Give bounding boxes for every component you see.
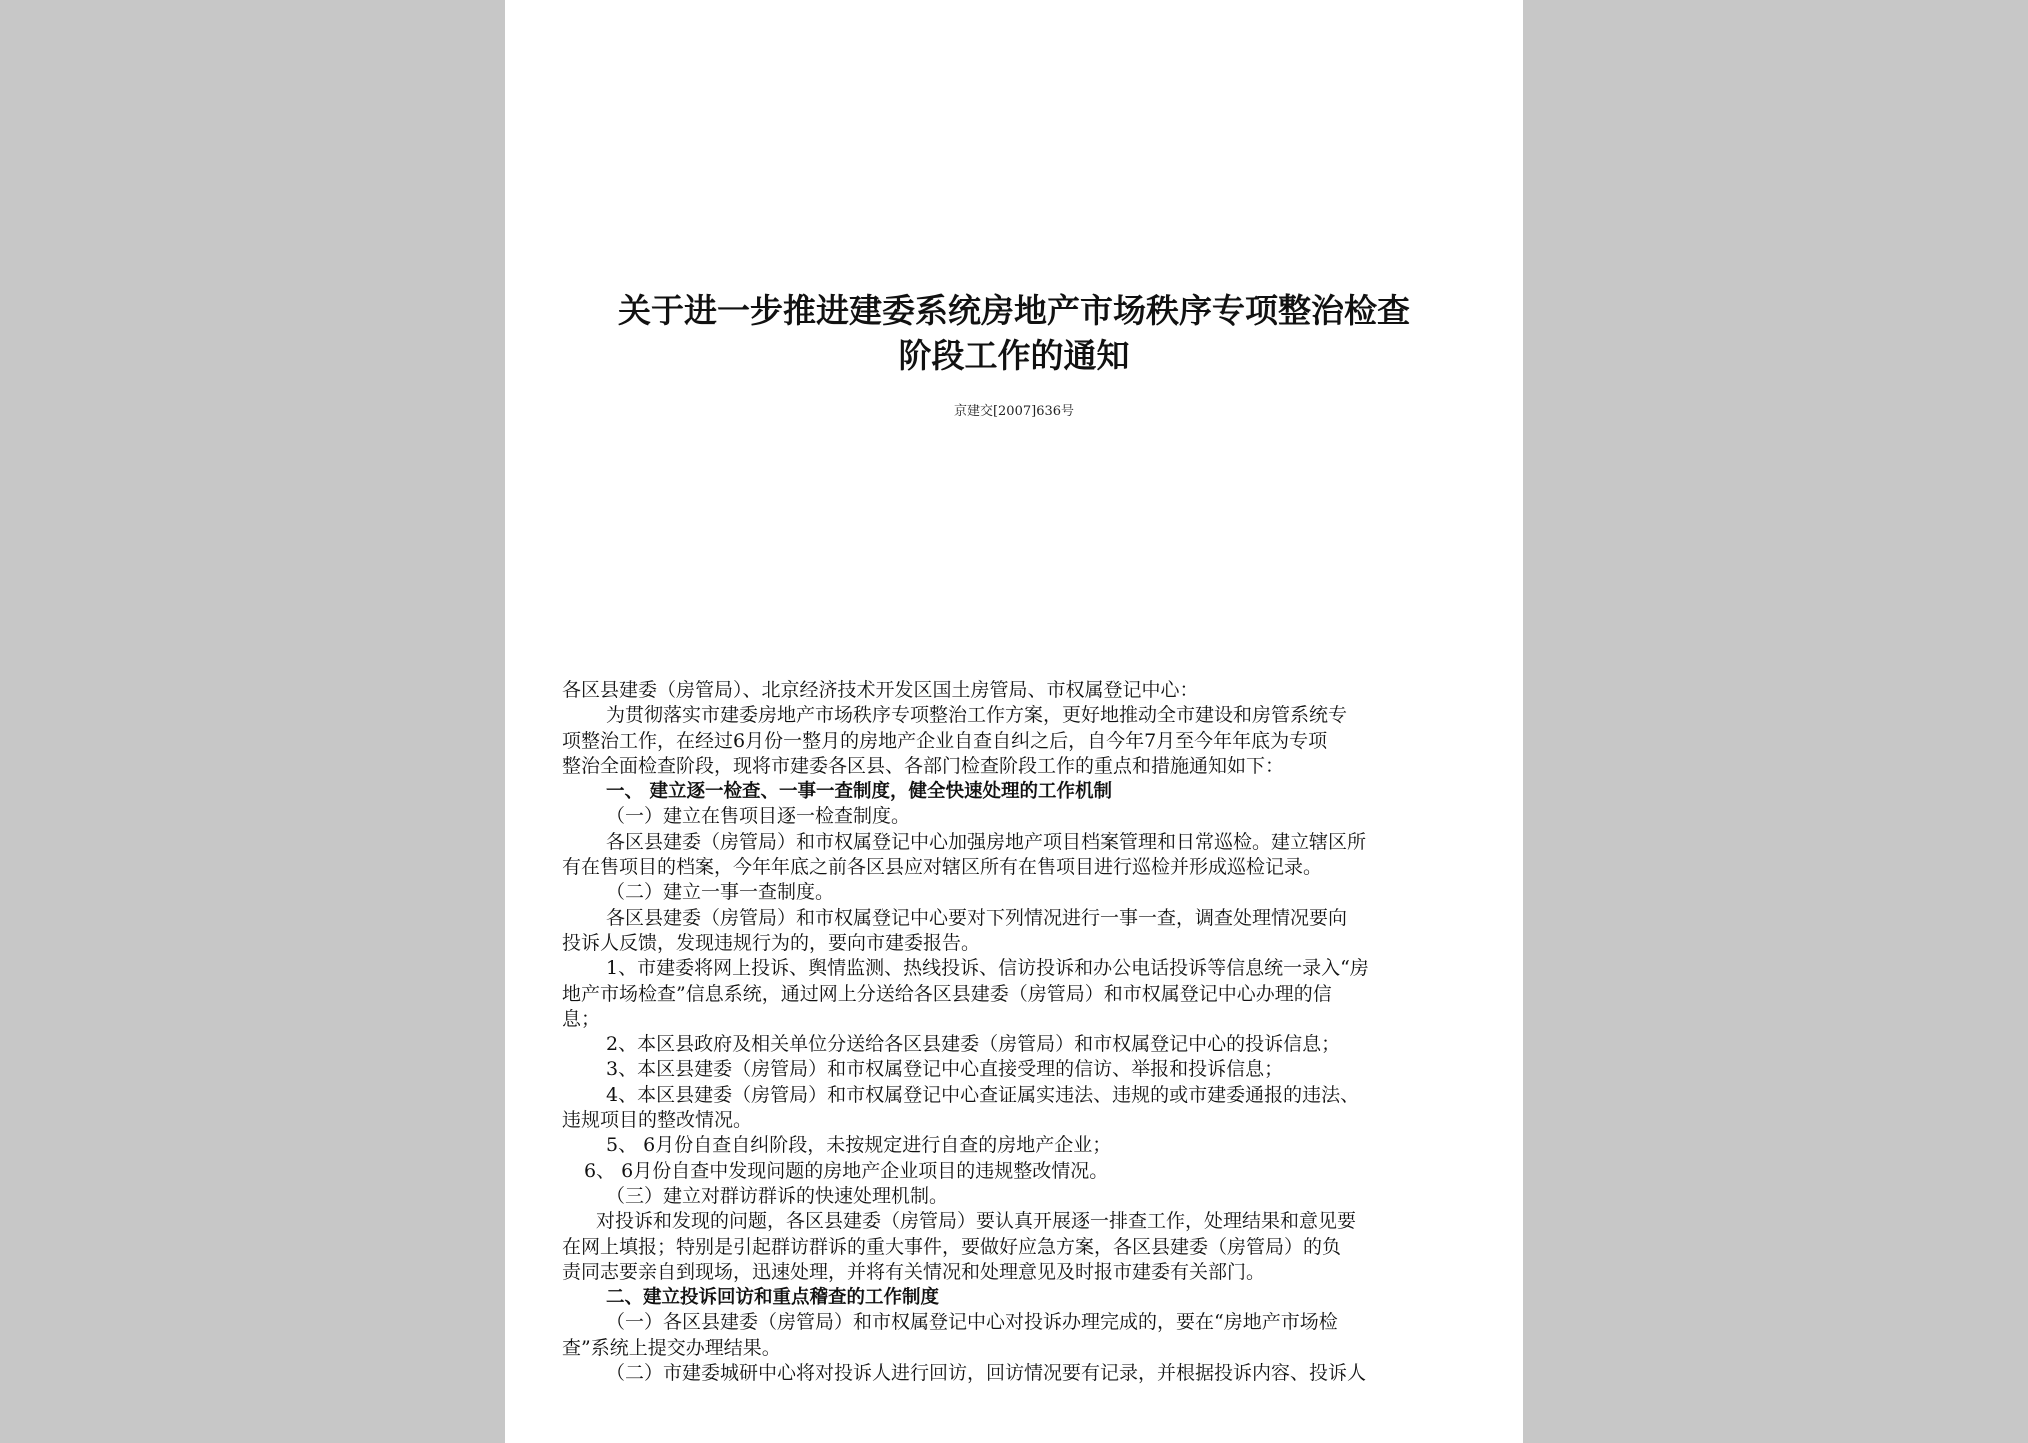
- body-text-line: 在网上填报；特别是引起群访群诉的重大事件，要做好应急方案，各区县建委（房管局）的负: [562, 1235, 1342, 1258]
- body-text-line: （一）各区县建委（房管局）和市权属登记中心对投诉办理完成的，要在“房地产市场检: [606, 1311, 1338, 1334]
- document-body: [562, 678, 1467, 1386]
- body-text-line: 对投诉和发现的问题，各区县建委（房管局）要认真开展逐一排查工作，处理结果和意见要: [596, 1210, 1357, 1233]
- title-line-2: 阶段工作的通知: [898, 336, 1130, 375]
- body-text-line: 投诉人反馈，发现违规行为的，要向市建委报告。: [562, 931, 981, 954]
- document-title: [505, 288, 1523, 378]
- body-text-line: 违规项目的整改情况。: [562, 1109, 753, 1132]
- document-number: 京建交[2007]636号: [953, 404, 1075, 419]
- body-text-line: 查”系统上提交办理结果。: [562, 1336, 781, 1359]
- body-text-line: 整治全面检查阶段，现将市建委各区县、各部门检查阶段工作的重点和措施通知如下：: [562, 754, 1285, 777]
- body-text-line: 为贯彻落实市建委房地产市场秩序专项整治工作方案，更好地推动全市建设和房管系统专: [606, 704, 1348, 727]
- body-text-line: 3、本区县建委（房管局）和市权属登记中心直接受理的信访、举报和投诉信息；: [606, 1058, 1284, 1081]
- body-text-line: 2、本区县政府及相关单位分送给各区县建委（房管局）和市权属登记中心的投诉信息；: [606, 1033, 1341, 1056]
- body-text-line: 息；: [562, 1007, 601, 1030]
- body-text-line: （二）建立一事一查制度。: [606, 881, 835, 904]
- section-heading-line: 一、 建立逐一检查、一事一查制度，健全快速处理的工作机制: [606, 781, 1112, 803]
- body-text-line: 6、 6月份自查中发现问题的房地产企业项目的违规整改情况。: [584, 1159, 1109, 1182]
- body-text-line: 4、本区县建委（房管局）和市权属登记中心查证属实违法、违规的或市建委通报的违法、: [606, 1083, 1360, 1106]
- body-text-line: （二）市建委城研中心将对投诉人进行回访，回访情况要有记录，并根据投诉内容、投诉人: [606, 1362, 1367, 1385]
- body-text-line: 地产市场检查”信息系统，通过网上分送给各区县建委（房管局）和市权属登记中心办理的信: [562, 982, 1332, 1005]
- body-text-line: （一）建立在售项目逐一检查制度。: [606, 805, 911, 828]
- body-text-line: 各区县建委（房管局）和市权属登记中心要对下列情况进行一事一查，调查处理情况要向: [606, 906, 1348, 929]
- body-text-line: 1、市建委将网上投诉、舆情监测、热线投诉、信访投诉和办公电话投诉等信息统一录入“房: [606, 957, 1369, 980]
- body-text-line: 有在售项目的档案，今年年底之前各区县应对辖区所有在售项目进行巡检并形成巡检记录。: [562, 856, 1323, 879]
- document-page: [505, 0, 1523, 1443]
- section-heading-line: 二、建立投诉回访和重点稽查的工作制度: [606, 1287, 940, 1309]
- body-text-line: 各区县建委（房管局）、北京经济技术开发区国土房管局、市权属登记中心：: [562, 679, 1199, 701]
- body-text-line: （三）建立对群访群诉的快速处理机制。: [606, 1184, 949, 1207]
- body-text-line: 责同志要亲自到现场，迅速处理，并将有关情况和处理意见及时报市建委有关部门。: [562, 1260, 1266, 1283]
- body-text-line: 项整治工作，在经过6月份一整月的房地产企业自查自纠之后，自今年7月至今年年底为专项: [562, 729, 1328, 752]
- title-line-1: 关于进一步推进建委系统房地产市场秩序专项整治检查: [618, 291, 1410, 330]
- body-text-line: 5、 6月份自查自纠阶段，未按规定进行自查的房地产企业；: [606, 1134, 1112, 1157]
- body-text-line: 各区县建委（房管局）和市权属登记中心加强房地产项目档案管理和日常巡检。建立辖区所: [606, 830, 1367, 853]
